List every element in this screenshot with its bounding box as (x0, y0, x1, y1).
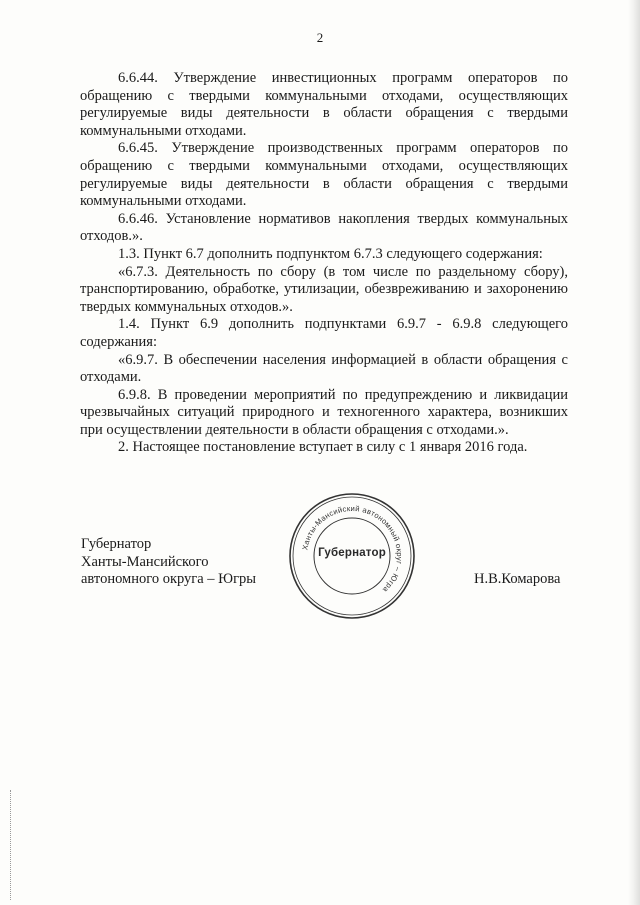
signatory-name: Н.В.Комарова (474, 571, 561, 587)
scan-edge-mark (10, 790, 12, 900)
signatory-title-line: Губернатор (81, 536, 152, 552)
signatory-title (81, 536, 256, 589)
paragraph-6-6-45: 6.6.45. Утверждение производственных программ операторов по обращению с твердыми коммунальными отходами, осуществляющих регулируемые виды деятельности в области обращения с твердыми коммунальными отходами. (80, 140, 568, 210)
paragraph-6-6-46: 6.6.46. Установление нормативов накопления твердых коммунальных отходов.». (80, 210, 568, 245)
paragraph-2: 2. Настоящее постановление вступает в силу с 1 января 2016 года. (118, 439, 528, 456)
paragraph-1-3: 1.3. Пункт 6.7 дополнить подпунктом 6.7.3 следующего содержания: (118, 245, 543, 262)
paragraph-6-9-7: «6.9.7. В обеспечении населения информацией в области обращения с отходами. (80, 351, 568, 386)
seal-center-text: Губернатор (318, 547, 386, 559)
paragraph-1-4: 1.4. Пункт 6.9 дополнить подпунктами 6.9.7 - 6.9.8 следующего содержания: (80, 316, 568, 350)
signatory-title-line: автономного округа – Югры (81, 571, 257, 588)
signatory-title-line: Ханты-Мансийского (81, 553, 209, 570)
page-number: 2 (316, 30, 324, 45)
document-body (80, 70, 568, 457)
paragraph-6-9-8: 6.9.8. В проведении мероприятий по предупреждению и ликвидации чрезвычайных ситуаций природного и техногенного характера, возникших при осуществлении деятельности в области обращения с отходами.». (80, 386, 568, 438)
scan-edge-shadow (628, 0, 640, 905)
paragraph-6-7-3: «6.7.3. Деятельность по сбору (в том числе по раздельному сбору), транспортированию, обработке, утилизации, обезвреживанию и захоронению твердых коммунальных отходов.». (80, 263, 568, 315)
paragraph-6-6-44: 6.6.44. Утверждение инвестиционных программ операторов по обращению с твердыми коммунальными отходами, осуществляющих регулируемые виды деятельности в области обращения с твердыми коммунальными отходами. (80, 70, 568, 139)
seal-ring-text: Ханты-Мансийский автономный округ – Югра (300, 503, 405, 595)
